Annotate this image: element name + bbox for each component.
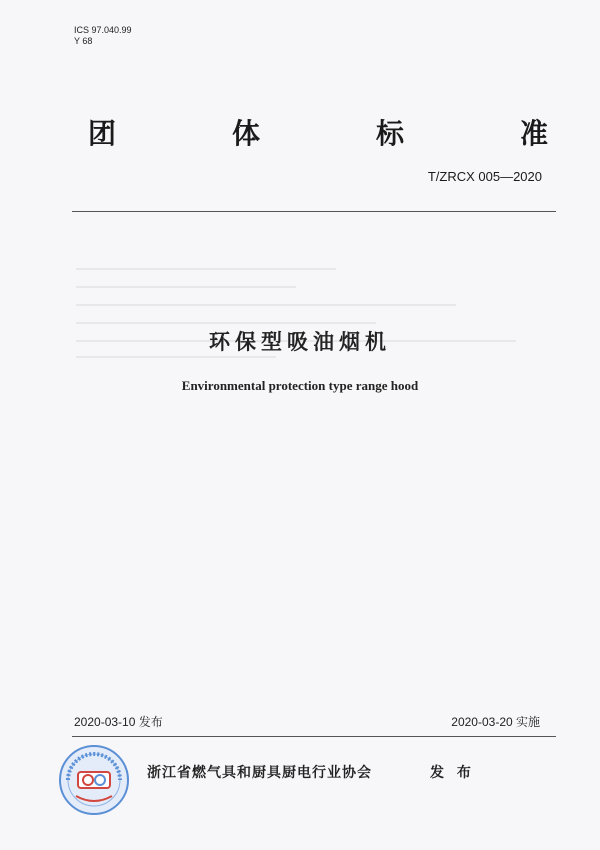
footer-divider bbox=[72, 736, 556, 737]
document-title-en: Environmental protection type range hood bbox=[181, 378, 419, 393]
issue-date: 2020-03-10 发布 bbox=[74, 715, 163, 729]
association-seal-icon bbox=[58, 744, 130, 816]
bleed-through-mark bbox=[76, 268, 336, 270]
bleed-through-mark bbox=[76, 304, 456, 306]
bleed-through-mark bbox=[76, 286, 296, 288]
issuer-name: 浙江省燃气具和厨具厨电行业协会 bbox=[147, 765, 372, 781]
standard-type-char: 团 bbox=[87, 117, 116, 150]
document-title-cn: 环保型吸油烟机 bbox=[209, 330, 391, 354]
ics-code: ICS 97.040.99 bbox=[74, 25, 132, 35]
standard-number: T/ZRCX 005—2020 bbox=[427, 169, 542, 184]
standard-type-title bbox=[86, 112, 550, 152]
standard-type-char: 准 bbox=[519, 117, 548, 150]
classification-block bbox=[74, 25, 132, 47]
issuer-action: 发 布 bbox=[430, 765, 475, 781]
header-divider bbox=[72, 211, 556, 212]
ccs-code: Y 68 bbox=[74, 36, 93, 46]
standard-type-char: 标 bbox=[375, 117, 404, 150]
standard-type-char: 体 bbox=[231, 117, 260, 150]
bleed-through-mark bbox=[76, 322, 376, 324]
bleed-through-mark bbox=[76, 356, 276, 358]
implementation-date: 2020-03-20 实施 bbox=[451, 715, 540, 729]
